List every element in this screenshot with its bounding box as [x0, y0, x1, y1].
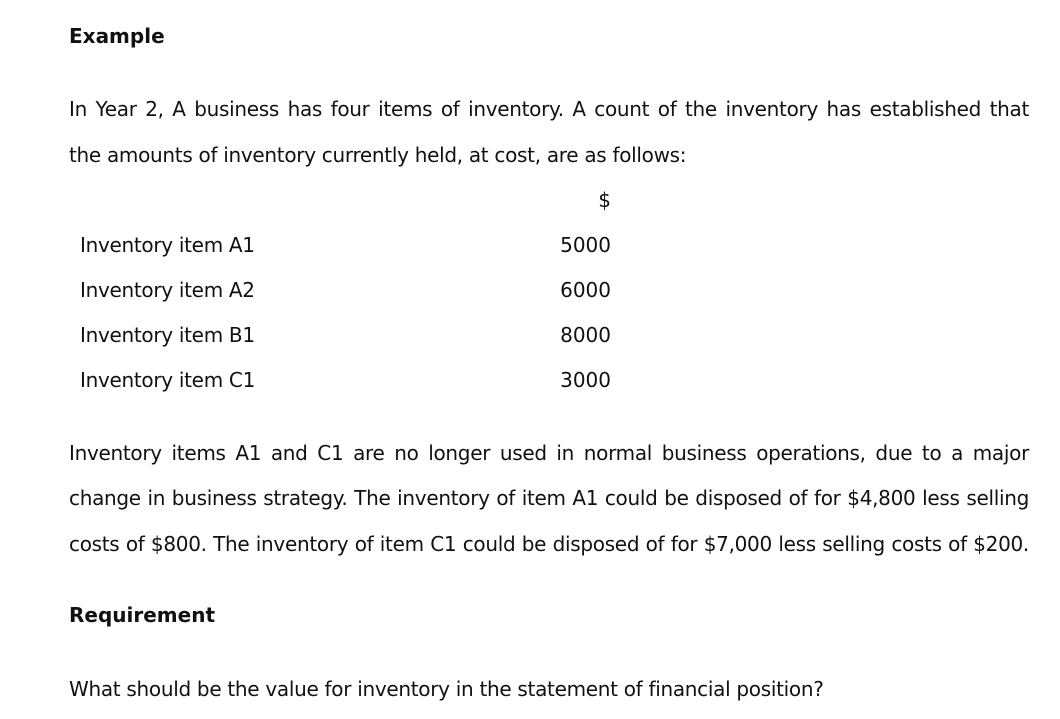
question-text: What should be the value for inventory in the statement of financial position? [69, 677, 824, 701]
row-value: 6000 [560, 278, 611, 302]
intro-line-2: the amounts of inventory currently held, at cost, are as follows: [69, 143, 687, 167]
paragraph2-line-1: Inventory items A1 and C1 are no longer used in normal business operations, due to a major [69, 441, 1029, 465]
currency-header: $ [598, 188, 611, 212]
row-label: Inventory item C1 [80, 368, 256, 392]
requirement-heading: Requirement [69, 603, 216, 627]
row-value: 3000 [560, 368, 611, 392]
row-label: Inventory item A1 [80, 233, 255, 257]
row-value: 5000 [560, 233, 611, 257]
row-label: Inventory item B1 [80, 323, 255, 347]
example-heading: Example [69, 24, 165, 48]
paragraph2-line-2: change in business strategy. The inventory of item A1 could be disposed of for $4,800 less selling [69, 486, 1029, 510]
row-value: 8000 [560, 323, 611, 347]
paragraph2-line-3: costs of $800. The inventory of item C1 could be disposed of for $7,000 less selling costs of $200. [69, 532, 1029, 556]
row-label: Inventory item A2 [80, 278, 255, 302]
intro-line-1: In Year 2, A business has four items of inventory. A count of the inventory has established that [69, 97, 1029, 121]
